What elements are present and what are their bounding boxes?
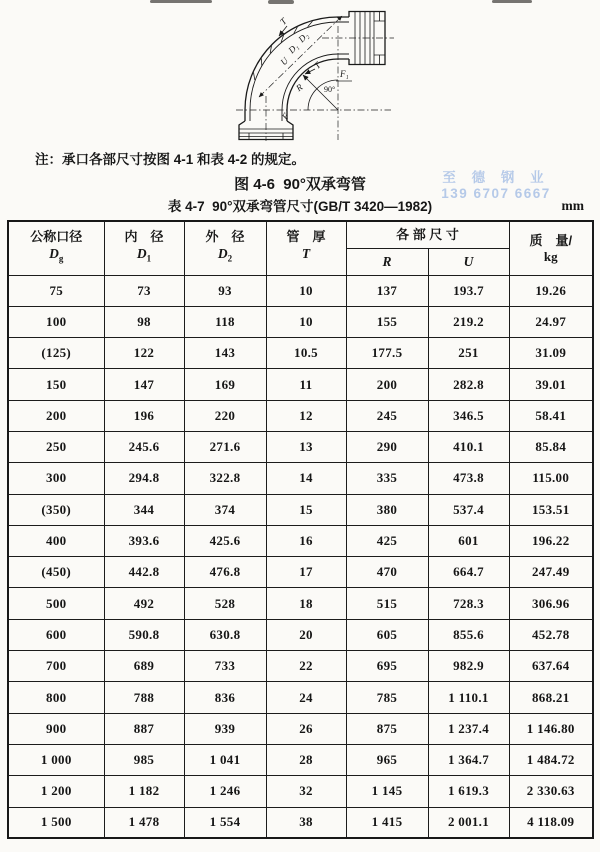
table-row: [8, 776, 593, 807]
table-row: [8, 651, 593, 682]
label-inner-diameter: D₁: [286, 41, 301, 56]
cell-wall-thickness: 38: [266, 807, 346, 838]
cell-wall-thickness: 10.5: [266, 338, 346, 369]
cell-r: 875: [346, 713, 428, 744]
cell-inner-diameter: 887: [104, 713, 184, 744]
cell-outer-diameter: 836: [184, 682, 266, 713]
table-row: [8, 431, 593, 462]
cell-nominal-diameter: 500: [8, 588, 104, 619]
cell-wall-thickness: 26: [266, 713, 346, 744]
cell-u: 410.1: [428, 431, 509, 462]
cell-u: 219.2: [428, 306, 509, 337]
cell-inner-diameter: 689: [104, 651, 184, 682]
cell-outer-diameter: 374: [184, 494, 266, 525]
cell-r: 695: [346, 651, 428, 682]
cell-nominal-diameter: 600: [8, 619, 104, 650]
watermark-company: 至 德 钢 业: [442, 170, 550, 185]
header-r: R: [346, 248, 428, 275]
cell-u: 537.4: [428, 494, 509, 525]
cell-u: 728.3: [428, 588, 509, 619]
cell-outer-diameter: 939: [184, 713, 266, 744]
elbow-pipe-figure: [228, 2, 396, 142]
table-row: [8, 713, 593, 744]
label-outer-diameter: D₂: [296, 30, 311, 45]
cell-r: 335: [346, 463, 428, 494]
cell-wall-thickness: 24: [266, 682, 346, 713]
cell-outer-diameter: 118: [184, 306, 266, 337]
cell-u: 855.6: [428, 619, 509, 650]
cell-wall-thickness: 11: [266, 369, 346, 400]
cell-wall-thickness: 17: [266, 557, 346, 588]
label-wall-thickness-outer: T: [277, 15, 289, 27]
cell-nominal-diameter: 300: [8, 463, 104, 494]
cell-r: 605: [346, 619, 428, 650]
header-mass: 质 量/ kg: [509, 221, 593, 275]
label-angle: 90°: [324, 85, 336, 94]
cell-r: 470: [346, 557, 428, 588]
cell-nominal-diameter: (125): [8, 338, 104, 369]
cell-u: 346.5: [428, 400, 509, 431]
cell-nominal-diameter: 75: [8, 275, 104, 306]
cell-wall-thickness: 10: [266, 275, 346, 306]
note-text: 注：承口各部尺寸按图 4-1 和表 4-2 的规定。: [35, 152, 306, 167]
label-u-dimension: U: [278, 55, 291, 68]
cell-nominal-diameter: 150: [8, 369, 104, 400]
header-dimensions-group: 各 部 尺 寸: [346, 221, 509, 248]
table-row: [8, 494, 593, 525]
cell-u: 601: [428, 525, 509, 556]
cell-u: 251: [428, 338, 509, 369]
cell-mass: 115.00: [509, 463, 593, 494]
cell-wall-thickness: 12: [266, 400, 346, 431]
cell-nominal-diameter: 1 000: [8, 744, 104, 775]
table-caption: 表 4-7 90°双承弯管尺寸(GB/T 3420—1982): [167, 199, 433, 214]
cell-wall-thickness: 14: [266, 463, 346, 494]
label-f: F: [279, 111, 292, 122]
cell-r: 380: [346, 494, 428, 525]
table-row: [8, 807, 593, 838]
cell-nominal-diameter: 1 200: [8, 776, 104, 807]
cell-mass: 19.26: [509, 275, 593, 306]
table-body: [8, 275, 593, 838]
cell-nominal-diameter: (450): [8, 557, 104, 588]
table-row: [8, 588, 593, 619]
table-header: [8, 221, 593, 275]
cell-mass: 196.22: [509, 525, 593, 556]
cell-inner-diameter: 788: [104, 682, 184, 713]
cell-nominal-diameter: 200: [8, 400, 104, 431]
cell-mass: 2 330.63: [509, 776, 593, 807]
cell-r: 515: [346, 588, 428, 619]
table-row: [8, 682, 593, 713]
cell-inner-diameter: 147: [104, 369, 184, 400]
scan-artifact: [150, 0, 212, 3]
cell-inner-diameter: 73: [104, 275, 184, 306]
cell-outer-diameter: 93: [184, 275, 266, 306]
cell-mass: 39.01: [509, 369, 593, 400]
cell-wall-thickness: 13: [266, 431, 346, 462]
table-row: [8, 369, 593, 400]
cell-nominal-diameter: 900: [8, 713, 104, 744]
cell-outer-diameter: 1 041: [184, 744, 266, 775]
cell-outer-diameter: 425.6: [184, 525, 266, 556]
header-outer-diameter: 外 径 $D_2$: [184, 221, 266, 275]
cell-wall-thickness: 16: [266, 525, 346, 556]
cell-u: 473.8: [428, 463, 509, 494]
cell-nominal-diameter: 700: [8, 651, 104, 682]
label-bend-radius: R: [294, 81, 305, 94]
cell-outer-diameter: 143: [184, 338, 266, 369]
cell-mass: 1 484.72: [509, 744, 593, 775]
cell-outer-diameter: 271.6: [184, 431, 266, 462]
cell-nominal-diameter: 250: [8, 431, 104, 462]
cell-mass: 868.21: [509, 682, 593, 713]
table-row: [8, 463, 593, 494]
cell-nominal-diameter: 400: [8, 525, 104, 556]
table-row: [8, 619, 593, 650]
cell-outer-diameter: 1 246: [184, 776, 266, 807]
table-row: [8, 525, 593, 556]
figure-caption: 图 4-6 90°双承弯管: [234, 176, 366, 193]
cell-u: 1 237.4: [428, 713, 509, 744]
cell-u: 1 619.3: [428, 776, 509, 807]
cell-mass: 4 118.09: [509, 807, 593, 838]
cell-r: 290: [346, 431, 428, 462]
cell-inner-diameter: 590.8: [104, 619, 184, 650]
cell-r: 200: [346, 369, 428, 400]
cell-mass: 85.84: [509, 431, 593, 462]
cell-mass: 1 146.80: [509, 713, 593, 744]
cell-outer-diameter: 630.8: [184, 619, 266, 650]
cell-wall-thickness: 28: [266, 744, 346, 775]
cell-mass: 153.51: [509, 494, 593, 525]
cell-outer-diameter: 476.8: [184, 557, 266, 588]
label-wall-thickness-inner: T: [311, 59, 323, 71]
cell-nominal-diameter: 100: [8, 306, 104, 337]
cell-mass: 58.41: [509, 400, 593, 431]
cell-r: 137: [346, 275, 428, 306]
cell-outer-diameter: 528: [184, 588, 266, 619]
cell-u: 1 364.7: [428, 744, 509, 775]
cell-mass: 247.49: [509, 557, 593, 588]
cell-outer-diameter: 322.8: [184, 463, 266, 494]
cell-inner-diameter: 1 478: [104, 807, 184, 838]
cell-r: 1 415: [346, 807, 428, 838]
cell-inner-diameter: 393.6: [104, 525, 184, 556]
cell-u: 664.7: [428, 557, 509, 588]
header-inner-diameter: 内 径 $D_1$: [104, 221, 184, 275]
cell-inner-diameter: 98: [104, 306, 184, 337]
cell-u: 1 110.1: [428, 682, 509, 713]
cell-r: 425: [346, 525, 428, 556]
cell-wall-thickness: 22: [266, 651, 346, 682]
cell-wall-thickness: 18: [266, 588, 346, 619]
cell-inner-diameter: 344: [104, 494, 184, 525]
watermark: [426, 166, 566, 201]
table-row: [8, 306, 593, 337]
cell-nominal-diameter: (350): [8, 494, 104, 525]
table-row: [8, 275, 593, 306]
header-wall-thickness: 管 厚 T: [266, 221, 346, 275]
cell-mass: 637.64: [509, 651, 593, 682]
table-row: [8, 338, 593, 369]
cell-inner-diameter: 442.8: [104, 557, 184, 588]
cell-mass: 306.96: [509, 588, 593, 619]
cell-inner-diameter: 1 182: [104, 776, 184, 807]
cell-mass: 24.97: [509, 306, 593, 337]
cell-mass: 452.78: [509, 619, 593, 650]
cell-r: 155: [346, 306, 428, 337]
cell-u: 2 001.1: [428, 807, 509, 838]
cell-outer-diameter: 733: [184, 651, 266, 682]
cell-r: 245: [346, 400, 428, 431]
header-u: U: [428, 248, 509, 275]
cell-wall-thickness: 20: [266, 619, 346, 650]
table-row: [8, 557, 593, 588]
cell-nominal-diameter: 1 500: [8, 807, 104, 838]
cell-wall-thickness: 10: [266, 306, 346, 337]
table-row: [8, 400, 593, 431]
cell-u: 282.8: [428, 369, 509, 400]
cell-outer-diameter: 169: [184, 369, 266, 400]
cell-r: 965: [346, 744, 428, 775]
cell-inner-diameter: 122: [104, 338, 184, 369]
cell-mass: 31.09: [509, 338, 593, 369]
label-f1: F₁: [340, 69, 349, 79]
cell-r: 177.5: [346, 338, 428, 369]
cell-inner-diameter: 196: [104, 400, 184, 431]
header-nominal-diameter: 公称口径 $D_g$: [8, 221, 104, 275]
table-row: [8, 744, 593, 775]
cell-inner-diameter: 492: [104, 588, 184, 619]
cell-r: 1 145: [346, 776, 428, 807]
dimension-table: [7, 220, 594, 839]
cell-wall-thickness: 15: [266, 494, 346, 525]
cell-inner-diameter: 245.6: [104, 431, 184, 462]
cell-outer-diameter: 1 554: [184, 807, 266, 838]
wall-hatching: [254, 21, 313, 80]
scan-artifact: [492, 0, 532, 3]
cell-inner-diameter: 294.8: [104, 463, 184, 494]
cell-u: 193.7: [428, 275, 509, 306]
unit-label: mm: [561, 198, 584, 213]
cell-u: 982.9: [428, 651, 509, 682]
cell-inner-diameter: 985: [104, 744, 184, 775]
cell-nominal-diameter: 800: [8, 682, 104, 713]
cell-wall-thickness: 32: [266, 776, 346, 807]
watermark-phone: 139 6707 6667: [441, 186, 551, 201]
cell-outer-diameter: 220: [184, 400, 266, 431]
cell-r: 785: [346, 682, 428, 713]
